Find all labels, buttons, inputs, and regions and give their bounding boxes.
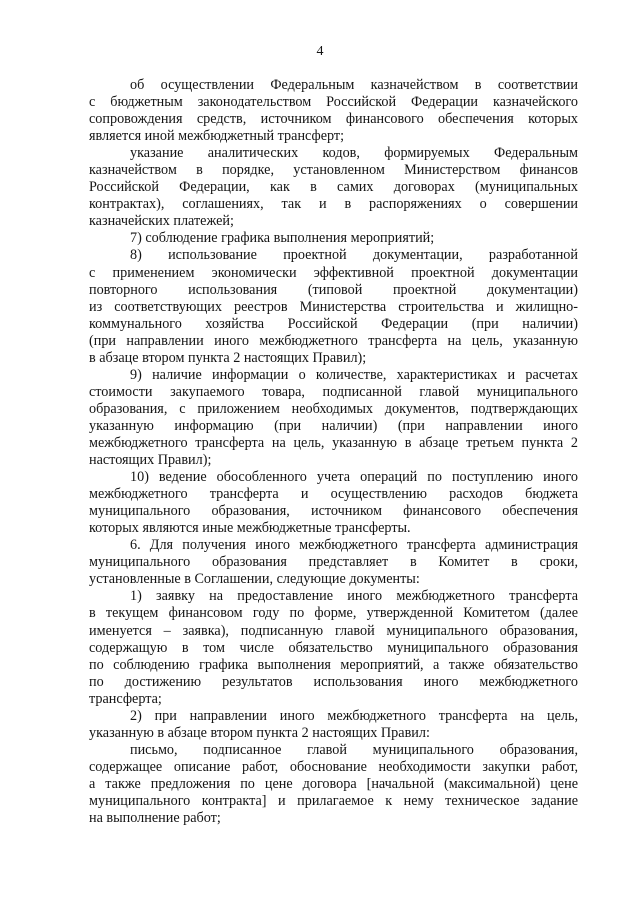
text-line: с применением экономически эффективной проектной документации [89, 264, 578, 281]
paragraph [89, 708, 578, 742]
text-line: муниципального контракта] и прилагаемое к нему техническое задание [89, 792, 578, 809]
text-line: указанную информацию (при наличии) (при направлении иного [89, 417, 578, 434]
text-line: межбюджетного трансферта и осуществлению расходов бюджета [89, 486, 578, 503]
text-line: коммунального хозяйства Российской Федерации (при наличии) [89, 315, 578, 332]
paragraph [89, 469, 578, 537]
text-line: установленные в Соглашении, следующие документы: [89, 571, 420, 588]
text-line: в абзаце втором пункта 2 настоящих Правил); [89, 349, 367, 366]
text-line: Российской Федерации, как в самих договорах (муниципальных [89, 179, 578, 196]
paragraph [89, 537, 578, 588]
text-line: 9) наличие информации о количестве, характеристиках и расчетах [130, 366, 578, 383]
text-line: контрактах), соглашениях, так и в распоряжениях о совершении [89, 196, 578, 213]
text-line: 10) ведение обособленного учета операций по поступлению иного [130, 469, 578, 486]
text-line: по соблюдению графика выполнения мероприятий, а также обязательство [89, 656, 578, 673]
paragraph [89, 367, 578, 469]
text-line: указание аналитических кодов, формируемых Федеральным [130, 145, 578, 162]
text-line: с бюджетным законодательством Российской Федерации казначейского [89, 94, 578, 111]
text-line: (при направлении иного межбюджетного трансферта на цель, указанную [89, 332, 578, 349]
text-line: межбюджетного трансферта на цель, указанную в абзаце третьем пункта 2 [89, 434, 578, 451]
text-line: стоимости закупаемого товара, подписанной главой муниципального [89, 383, 578, 400]
text-line: на выполнение работ; [89, 810, 221, 827]
text-line: а также предложения по цене договора [начальной (максимальной) цене [89, 775, 578, 792]
text-line: трансферта; [89, 690, 162, 707]
text-line: 7) соблюдение графика выполнения мероприятий; [130, 230, 435, 247]
text-line: сопровождения средств, источником финансового обеспечения которых [89, 111, 578, 128]
text-line: 1) заявку на предоставление иного межбюджетного трансферта [130, 588, 578, 605]
paragraph [89, 145, 578, 230]
text-line: письмо, подписанное главой муниципального образования, [130, 741, 578, 758]
text-line: именуется – заявка), подписанную главой муниципального образования, [89, 622, 578, 639]
text-line: из соответствующих реестров Министерства строительства и жилищно- [89, 298, 578, 315]
paragraph [89, 247, 578, 366]
text-line: по достижению результатов использования иного межбюджетного [89, 673, 578, 690]
text-line: настоящих Правил); [89, 452, 212, 469]
text-line: муниципального образования представляет в Комитет в сроки, [89, 554, 578, 571]
text-line: повторного использования (типовой проектной документации) [89, 281, 578, 298]
paragraph [89, 77, 578, 145]
text-line: в текущем финансовом году по форме, утвержденной Комитетом (далее [89, 605, 578, 622]
text-line: содержащее описание работ, обоснование необходимости закупки работ, [89, 758, 578, 775]
text-line: казначейских платежей; [89, 213, 234, 230]
paragraph [89, 230, 578, 247]
text-line: образования, с приложением необходимых документов, подтверждающих [89, 400, 578, 417]
text-line: казначейством в порядке, установленном Министерством финансов [89, 162, 578, 179]
text-line: которых являются иные межбюджетные трансферты. [89, 520, 411, 537]
text-line: 6. Для получения иного межбюджетного трансферта администрация [130, 537, 578, 554]
text-line: 2) при направлении иного межбюджетного трансферта на цель, [130, 707, 578, 724]
page-number: 4 [316, 44, 324, 59]
text-line: 8) использование проектной документации, разработанной [130, 247, 578, 264]
text-line: указанную в абзаце втором пункта 2 настоящих Правил: [89, 724, 430, 741]
paragraph [89, 742, 578, 827]
text-line: содержащую в том числе обязательство муниципального образования [89, 639, 578, 656]
paragraph [89, 588, 578, 707]
text-line: об осуществлении Федеральным казначейством в соответствии [130, 77, 578, 93]
text-line: является иной межбюджетный трансферт; [89, 128, 345, 145]
document-body [89, 77, 578, 827]
text-line: муниципального образования, источником финансового обеспечения [89, 503, 578, 520]
